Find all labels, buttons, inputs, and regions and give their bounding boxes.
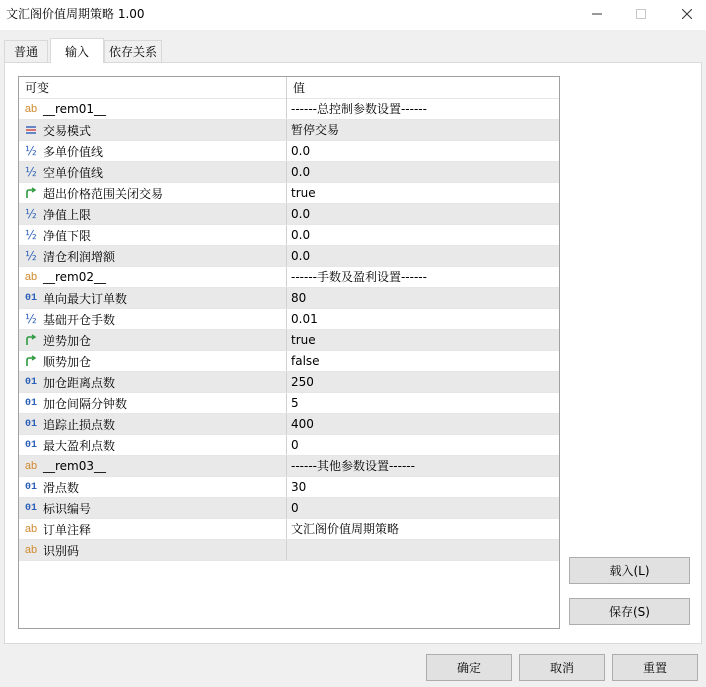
parameter-name: 交易模式: [43, 123, 92, 138]
parameter-name: 加仓间隔分钟数: [43, 396, 128, 411]
parameter-name: 净值上限: [43, 207, 92, 222]
parameter-name-cell: [19, 267, 287, 287]
close-icon[interactable]: [664, 0, 706, 28]
parameter-name-cell: [19, 519, 287, 539]
text-icon: ab: [24, 544, 38, 556]
grid-rows: [19, 99, 559, 561]
integer-icon: 01: [24, 376, 37, 388]
parameter-value[interactable]: 250: [291, 375, 314, 389]
parameter-value[interactable]: 0.0: [291, 249, 311, 263]
parameter-name: 基础开仓手数: [43, 312, 116, 327]
reset-button[interactable]: 重置: [612, 654, 698, 681]
parameter-value[interactable]: 0.01: [291, 312, 318, 326]
parameters-grid: [18, 76, 560, 629]
parameter-name-cell: [19, 162, 287, 182]
table-row[interactable]: [19, 330, 559, 351]
enum-icon: [23, 122, 39, 138]
parameter-value[interactable]: 5: [291, 396, 299, 410]
table-row[interactable]: [19, 162, 559, 183]
bool-icon: [23, 332, 39, 348]
parameter-value[interactable]: 80: [291, 291, 307, 305]
table-row[interactable]: [19, 204, 559, 225]
parameter-name: 顺势加仓: [43, 354, 92, 369]
integer-icon: 01: [24, 418, 37, 430]
parameter-name: 多单价值线: [43, 144, 104, 159]
parameter-name: __rem03__: [43, 459, 107, 473]
parameter-name: 滑点数: [43, 480, 80, 495]
table-row[interactable]: [19, 477, 559, 498]
integer-icon: 01: [24, 502, 37, 514]
text-icon: ab: [24, 103, 38, 115]
parameter-name-cell: [19, 225, 287, 245]
text-icon: ab: [24, 460, 38, 472]
integer-icon: 01: [24, 397, 37, 409]
table-row[interactable]: [19, 225, 559, 246]
parameter-value[interactable]: true: [291, 333, 316, 347]
text-icon: ab: [24, 523, 38, 535]
parameter-value[interactable]: 文汇阁价值周期策略: [291, 522, 400, 536]
double-icon: ½: [25, 312, 37, 326]
title-bar: [0, 0, 706, 30]
parameter-name: 最大盈利点数: [43, 438, 116, 453]
integer-icon: 01: [24, 439, 37, 451]
table-row[interactable]: [19, 540, 559, 561]
bool-icon: [23, 353, 39, 369]
window-title: 文汇阁价值周期策略 1.00: [6, 7, 145, 21]
bool-icon: [23, 185, 39, 201]
parameter-name-cell: [19, 477, 287, 497]
double-icon: ½: [25, 165, 37, 179]
parameter-name: 识别码: [43, 543, 80, 558]
table-row[interactable]: [19, 246, 559, 267]
maximize-icon[interactable]: [618, 0, 664, 28]
double-icon: ½: [25, 228, 37, 242]
parameter-name: 超出价格范围关闭交易: [43, 186, 164, 201]
parameter-value[interactable]: 0: [291, 501, 299, 515]
parameter-name: __rem01__: [43, 102, 107, 116]
parameter-name: 空单价值线: [43, 165, 104, 180]
parameter-name-cell: [19, 204, 287, 224]
parameter-name-cell: [19, 183, 287, 203]
parameter-value[interactable]: 0.0: [291, 165, 311, 179]
table-row[interactable]: [19, 99, 559, 120]
table-row[interactable]: [19, 393, 559, 414]
minimize-icon[interactable]: [574, 0, 620, 28]
parameter-name-cell: [19, 141, 287, 161]
save-button[interactable]: 保存(S): [569, 598, 690, 625]
table-row[interactable]: [19, 120, 559, 141]
parameter-value[interactable]: ------总控制参数设置------: [291, 102, 427, 116]
table-row[interactable]: [19, 288, 559, 309]
table-row[interactable]: [19, 351, 559, 372]
table-row[interactable]: [19, 414, 559, 435]
parameter-value[interactable]: 暂停交易: [291, 123, 340, 137]
parameter-value[interactable]: true: [291, 186, 316, 200]
parameter-value[interactable]: [287, 540, 559, 560]
tab-dependencies[interactable]: 依存关系: [104, 40, 162, 62]
parameter-name-cell: [19, 246, 287, 266]
parameter-name-cell: [19, 435, 287, 455]
table-row[interactable]: [19, 267, 559, 288]
table-row[interactable]: [19, 435, 559, 456]
table-row[interactable]: [19, 141, 559, 162]
ok-button[interactable]: 确定: [426, 654, 512, 681]
tab-common[interactable]: 普通: [4, 40, 48, 62]
parameter-name: 追踪止损点数: [43, 417, 116, 432]
parameter-value[interactable]: 30: [291, 480, 307, 494]
parameter-name-cell: [19, 99, 287, 119]
parameter-name-cell: [19, 351, 287, 371]
integer-icon: 01: [24, 481, 37, 493]
parameter-name-cell: [19, 330, 287, 350]
parameter-name: 加仓距离点数: [43, 375, 116, 390]
parameter-value[interactable]: false: [291, 354, 320, 368]
double-icon: ½: [25, 249, 37, 263]
double-icon: ½: [25, 207, 37, 221]
parameter-value[interactable]: 0.0: [291, 144, 311, 158]
parameter-name: 净值下限: [43, 228, 92, 243]
parameter-value[interactable]: 0: [291, 438, 299, 452]
parameter-value[interactable]: ------其他参数设置------: [291, 459, 415, 473]
table-row[interactable]: [19, 456, 559, 477]
parameter-value[interactable]: 0.0: [291, 228, 311, 242]
parameter-name: 订单注释: [43, 522, 92, 537]
integer-icon: 01: [24, 292, 37, 304]
parameter-name-cell: [19, 498, 287, 518]
parameter-value[interactable]: 400: [291, 417, 314, 431]
parameter-name-cell: [19, 372, 287, 392]
parameter-name-cell: [19, 309, 287, 329]
parameter-name-cell: [19, 393, 287, 413]
table-row[interactable]: [19, 309, 559, 330]
parameter-name-cell: [19, 288, 287, 308]
parameter-value[interactable]: ------手数及盈利设置------: [291, 270, 427, 284]
double-icon: ½: [25, 144, 37, 158]
load-button[interactable]: 载入(L): [569, 557, 690, 584]
text-icon: ab: [24, 271, 38, 283]
table-row[interactable]: [19, 372, 559, 393]
column-header-value[interactable]: 值: [293, 81, 306, 95]
parameter-name: 单向最大订单数: [43, 291, 128, 306]
parameter-value[interactable]: 0.0: [291, 207, 311, 221]
parameter-name-cell: [19, 120, 287, 140]
parameter-name: 标识编号: [43, 501, 92, 516]
parameter-name: 逆势加仓: [43, 333, 92, 348]
parameter-name-cell: [19, 540, 287, 560]
cancel-button[interactable]: 取消: [519, 654, 605, 681]
parameter-name-cell: [19, 456, 287, 476]
grid-header: [19, 77, 559, 99]
table-row[interactable]: [19, 183, 559, 204]
parameter-name: 清仓利润增额: [43, 249, 116, 264]
table-row[interactable]: [19, 498, 559, 519]
parameter-name-cell: [19, 414, 287, 434]
tab-inputs[interactable]: 输入: [50, 38, 104, 63]
parameter-name: __rem02__: [43, 270, 107, 284]
table-row[interactable]: [19, 519, 559, 540]
column-header-variable[interactable]: 可变: [19, 77, 287, 99]
